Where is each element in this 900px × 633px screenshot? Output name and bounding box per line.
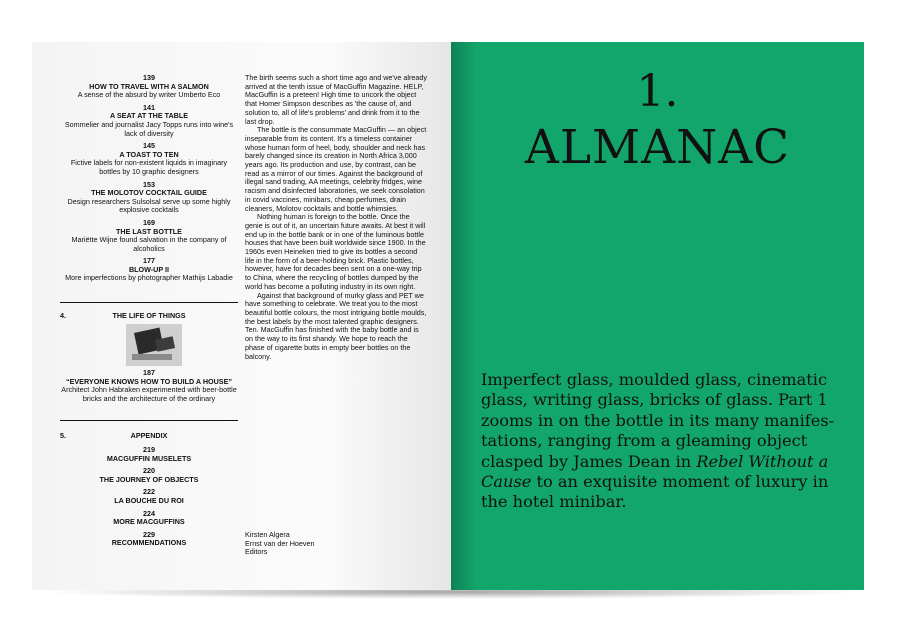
- toc-title: “EVERYONE KNOWS HOW TO BUILD A HOUSE”: [66, 376, 232, 386]
- paragraph: The birth seems such a short time ago and we've already arrived at the tenth issue of MacGuffin Magazine. HELP, MacGuffin is a preteen! High time to uncork the object that Homer Simpson describes as 'the cause of, and solution to, all of life's problems' and drink from it to the last drop.: [245, 73, 427, 126]
- toc-title: RECOMMENDATIONS: [111, 538, 187, 548]
- editorial-text: [245, 74, 427, 361]
- toc-entry: [60, 104, 238, 138]
- toc-title: HOW TO TRAVEL WITH A SALMON: [89, 81, 209, 91]
- editors-signature: [245, 531, 427, 557]
- toc-page-number: 141: [143, 102, 155, 112]
- toc-title: THE JOURNEY OF OBJECTS: [99, 474, 199, 484]
- section-title: THE LIFE OF THINGS: [112, 311, 186, 320]
- paragraph: Against that background of murky glass and PET we have something to celebrate. We treat you to the most beautiful bottle colours, the most intriguing bottle moulds, the best labels by the most talented graphic designers. Ten. MacGuffin has finished with the baby bottle and is on the way to its first shandy. We hope to reach the phase of cigarette butts in empty beer bottles on the balcony.: [245, 290, 427, 361]
- toc-title: A SEAT AT THE TABLE: [109, 111, 189, 121]
- toc-description: A sense of the absurd by writer Umberto Eco: [77, 90, 221, 100]
- toc-entry: [60, 488, 238, 505]
- editor-name: Kirsten Algera: [245, 530, 290, 539]
- toc-entry: [60, 369, 238, 403]
- table-of-contents: [60, 74, 238, 287]
- toc-page-number: 220: [143, 466, 155, 476]
- paragraph: Nothing human is foreign to the bottle. Once the genie is out of it, an uncertain future awaits. At best it will end up in the bottle bank or in one of the luminous bottle houses that have been built worldwide since 1900. In the 1960s even Heineken tried to give its bottles a second life in the form of a beer-holding brick. Plastic bottles, however, have for decades been sent on a one-way trip to China, where the recycling of bottles dumped by the world has become a polluting industry in its own right.: [245, 212, 426, 291]
- right-page: [451, 42, 864, 590]
- section-number: 5.: [60, 431, 66, 440]
- toc-entry: [60, 467, 238, 484]
- toc-title: LA BOUCHE DU ROI: [114, 495, 184, 505]
- toc-entry: [60, 142, 238, 176]
- toc-description: Mariëtte Wijne found salvation in the company of alcoholics: [71, 235, 227, 253]
- left-page: [32, 42, 451, 590]
- toc-page-number: 219: [143, 445, 155, 454]
- part-number: 1.: [636, 66, 679, 117]
- toc-page-number: 145: [143, 141, 155, 151]
- toc-description: Architect John Habraken experimented with beer-bottle bricks and the architecture of the ordinary: [61, 385, 237, 403]
- toc-page-number: 169: [143, 217, 155, 227]
- toc-page-number: 177: [143, 256, 155, 266]
- toc-title: THE LAST BOTTLE: [116, 226, 182, 236]
- toc-title: MACGUFFIN MUSELETS: [106, 453, 192, 463]
- toc-description: More imperfections by photographer Mathijs Labadie: [65, 273, 233, 283]
- editors-label: Editors: [245, 547, 268, 557]
- toc-page-number: 139: [143, 73, 155, 82]
- toc-entry: [60, 181, 238, 215]
- toc-page-number: 224: [143, 508, 155, 518]
- part-title: ALMANAC: [524, 120, 791, 175]
- toc-description: Sommelier and journalist Jacy Topps runs into wine's lack of diversity: [64, 119, 234, 138]
- toc-page-number: 229: [143, 529, 155, 539]
- toc-description: Fictive labels for non-existent liquids in imaginary bottles by 10 graphic designers: [70, 158, 228, 176]
- magazine-spread: [32, 42, 864, 590]
- toc-entry: [60, 257, 238, 283]
- intro-text-end: to an exquisite moment of luxury in the hotel minibar.: [481, 472, 829, 512]
- toc-title: THE MOLOTOV COCKTAIL GUIDE: [91, 188, 207, 198]
- toc-title: MORE MACGUFFINS: [113, 517, 185, 527]
- divider: [60, 302, 238, 303]
- toc-page-number: 222: [143, 487, 155, 497]
- toc-title: A TOAST TO TEN: [119, 149, 179, 159]
- intro-text: Imperfect glass, moulded glass, cinematic glass, writing glass, bricks of glass. Part 1 zooms in on the bottle in its many manifes-tations, ranging from a gleaming object clasped by James Dean in: [481, 370, 835, 471]
- film-title: Rebel Without a Cause: [481, 451, 829, 492]
- toc-description: Design researchers Sulsolsal serve up some highly explosive cocktails: [67, 196, 231, 215]
- appendix-list: [60, 446, 238, 552]
- paragraph: The bottle is the consummate MacGuffin — an object inseparable from its content. It's a timeless container whose human form of heel, body, shoulder and neck has barely changed since its creation in North Africa 3,000 years ago. Its production and use, by contrast, can be read as a mirror of our times. Against the background of illegal sand trading, AA meetings, celebrity fridges, wine racism and disinfected laboratories, we seek consolation in covid vaccines, minibars, cheap perfumes, drain cleaners, Molotov cocktails and bottle whimsies.: [245, 125, 427, 213]
- editor-name: Ernst van der Hoeven: [245, 538, 315, 548]
- toc-entry: [60, 74, 238, 100]
- section-title: APPENDIX: [130, 431, 168, 440]
- section-number: 4.: [60, 311, 66, 320]
- toc-title: BLOW-UP II: [128, 264, 170, 274]
- toc-page-number: 153: [143, 179, 155, 189]
- toc-page-number: 187: [143, 368, 155, 377]
- toc-entry: [60, 510, 238, 527]
- toc-entry: [60, 446, 238, 463]
- section-photo: [126, 324, 182, 366]
- toc-entry: [60, 531, 238, 548]
- part-intro: [481, 370, 841, 513]
- toc-entry: [60, 219, 238, 253]
- divider: [60, 420, 238, 421]
